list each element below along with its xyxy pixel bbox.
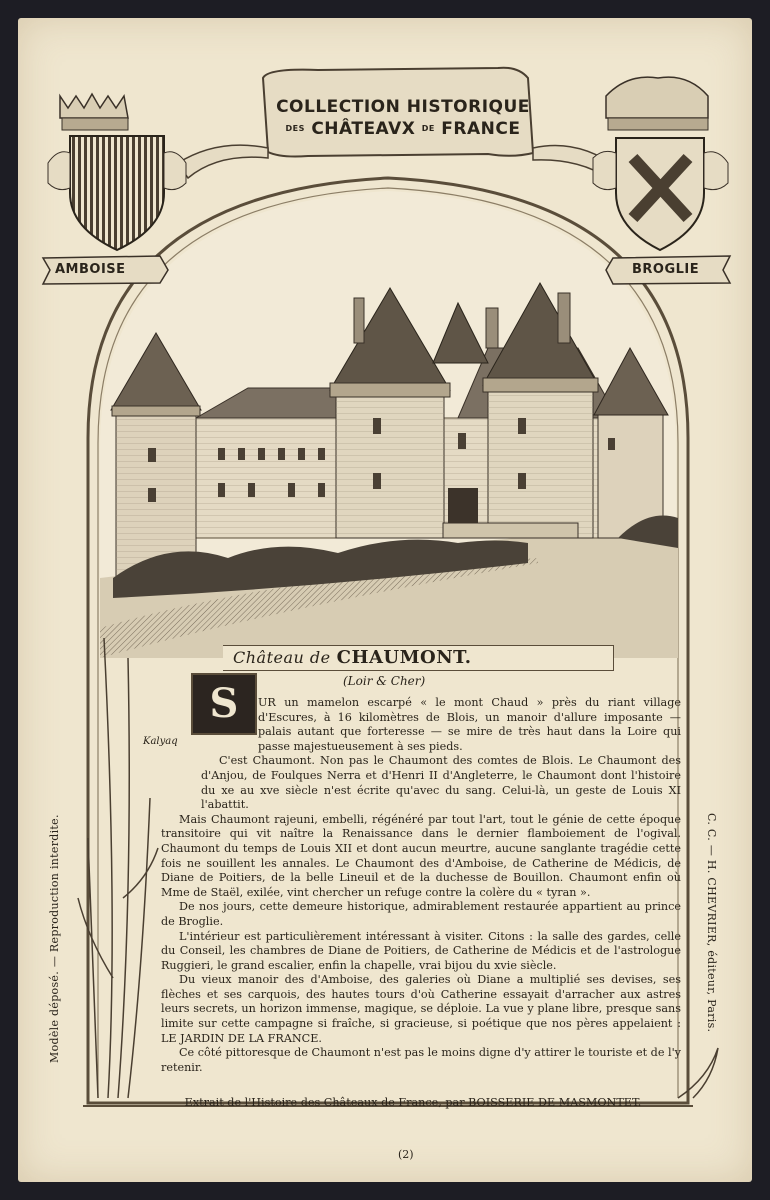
broglie-label: BROGLIE — [632, 262, 700, 277]
collection-title — [273, 96, 533, 140]
chateau-title-name: CHAUMONT. — [336, 647, 472, 668]
reeds-ornament — [78, 638, 158, 1098]
collection-title-de: DE — [421, 124, 435, 133]
dropcap: S — [191, 673, 257, 735]
paragraph: De nos jours, cette demeure historique, admirablement restaurée appartient au prince de Broglie. — [161, 900, 681, 928]
collection-title-line1: COLLECTION HISTORIQUE — [276, 97, 530, 117]
publisher-note: C. C. — H. CHEVRIER, éditeur, Paris. — [705, 813, 718, 1033]
broglie-shield — [593, 138, 728, 250]
amboise-label: AMBOISE — [55, 262, 126, 277]
paragraph: Ce côté pittoresque de Chaumont n'est pas le moins digne d'y attirer le touriste et de l'y retenir. — [161, 1046, 681, 1074]
paragraph: L'intérieur est particulièrement intéressant à visiter. Citons : la salle des gardes, celle du Conseil, les chambres de Diane de Poitiers, de Catherine de Médicis et de l'astrologue Ruggieri, le grand escalier, enfin la chapelle, vrai bijou du xvie siècle. — [161, 929, 681, 972]
postcard — [18, 18, 752, 1182]
copyright-note: Modèle déposé. — Reproduction interdite. — [48, 814, 61, 1063]
amboise-shield — [48, 136, 186, 250]
chateau-subtitle: (Loir & Cher) — [343, 674, 426, 688]
collection-title-des: DES — [285, 124, 305, 133]
amboise-crown — [60, 94, 128, 130]
collection-title-chateaux: CHÂTEAVX — [311, 119, 416, 139]
paragraph: C'est Chaumont. Non pas le Chaumont des comtes de Blois. Le Chaumont des d'Anjou, de Foulques Nerra et d'Henri II d'Angleterre, le Chaumont dont l'histoire du xe au xve siècle n'est écrite qu'avec du sang. Celui-là, un geste de Louis XI l'abattit. — [201, 754, 681, 812]
page-number: (2) — [398, 1148, 414, 1161]
chateau-title — [223, 645, 614, 671]
paragraph: UR un mamelon escarpé « le mont Chaud » près du riant village d'Escures, à 16 kilomètres de Blois, un manoir d'allure imposante — palais autant que forteresse — se mire de très haut dans la Loire qui passe majestueusement à ses pieds. — [258, 696, 681, 753]
artist-signature: Kalyaq — [143, 736, 178, 747]
collection-title-france: FRANCE — [441, 119, 521, 139]
chateau-title-prefix: Château de — [233, 648, 331, 667]
body-text — [161, 696, 681, 1075]
source-note: Extrait de l'Histoire des Châteaux de France, par BOISSERIE DE MASMONTET. — [184, 1096, 642, 1109]
paragraph: Du vieux manoir des d'Amboise, des galeries où Diane a multiplié ses devises, ses flèches et ses carquois, des hautes tours d'où Catherine essayait d'arracher aux astres leurs secrets, un horizon immense, magique, se déploie. La vue y plane libre, presque sans limite sur cette campagne si fraîche, si gracieuse, si poétique que nos pères appelaient : LE JARDIN DE LA FRANCE. — [161, 973, 681, 1045]
paragraph: Mais Chaumont rajeuni, embelli, régénéré par tout l'art, tout le génie de cette époque transitoire qui vit naître la Renaissance dans le dernier flamboiement de l'ogival. Chaumont du temps de Louis XII et dont aucun meurtre, aucune sanglante tragédie cette fois ne souillent les annales. Le Chaumont des d'Amboise, de Catherine de Médicis, de Diane de Poitiers, de la belle Lineuil et de la duchesse de Bouillon. Chaumont enfin où Mme de Staël, exilée, vint chercher un refuge contre la colère du « tyran ». — [161, 812, 681, 899]
broglie-crown — [606, 77, 708, 130]
